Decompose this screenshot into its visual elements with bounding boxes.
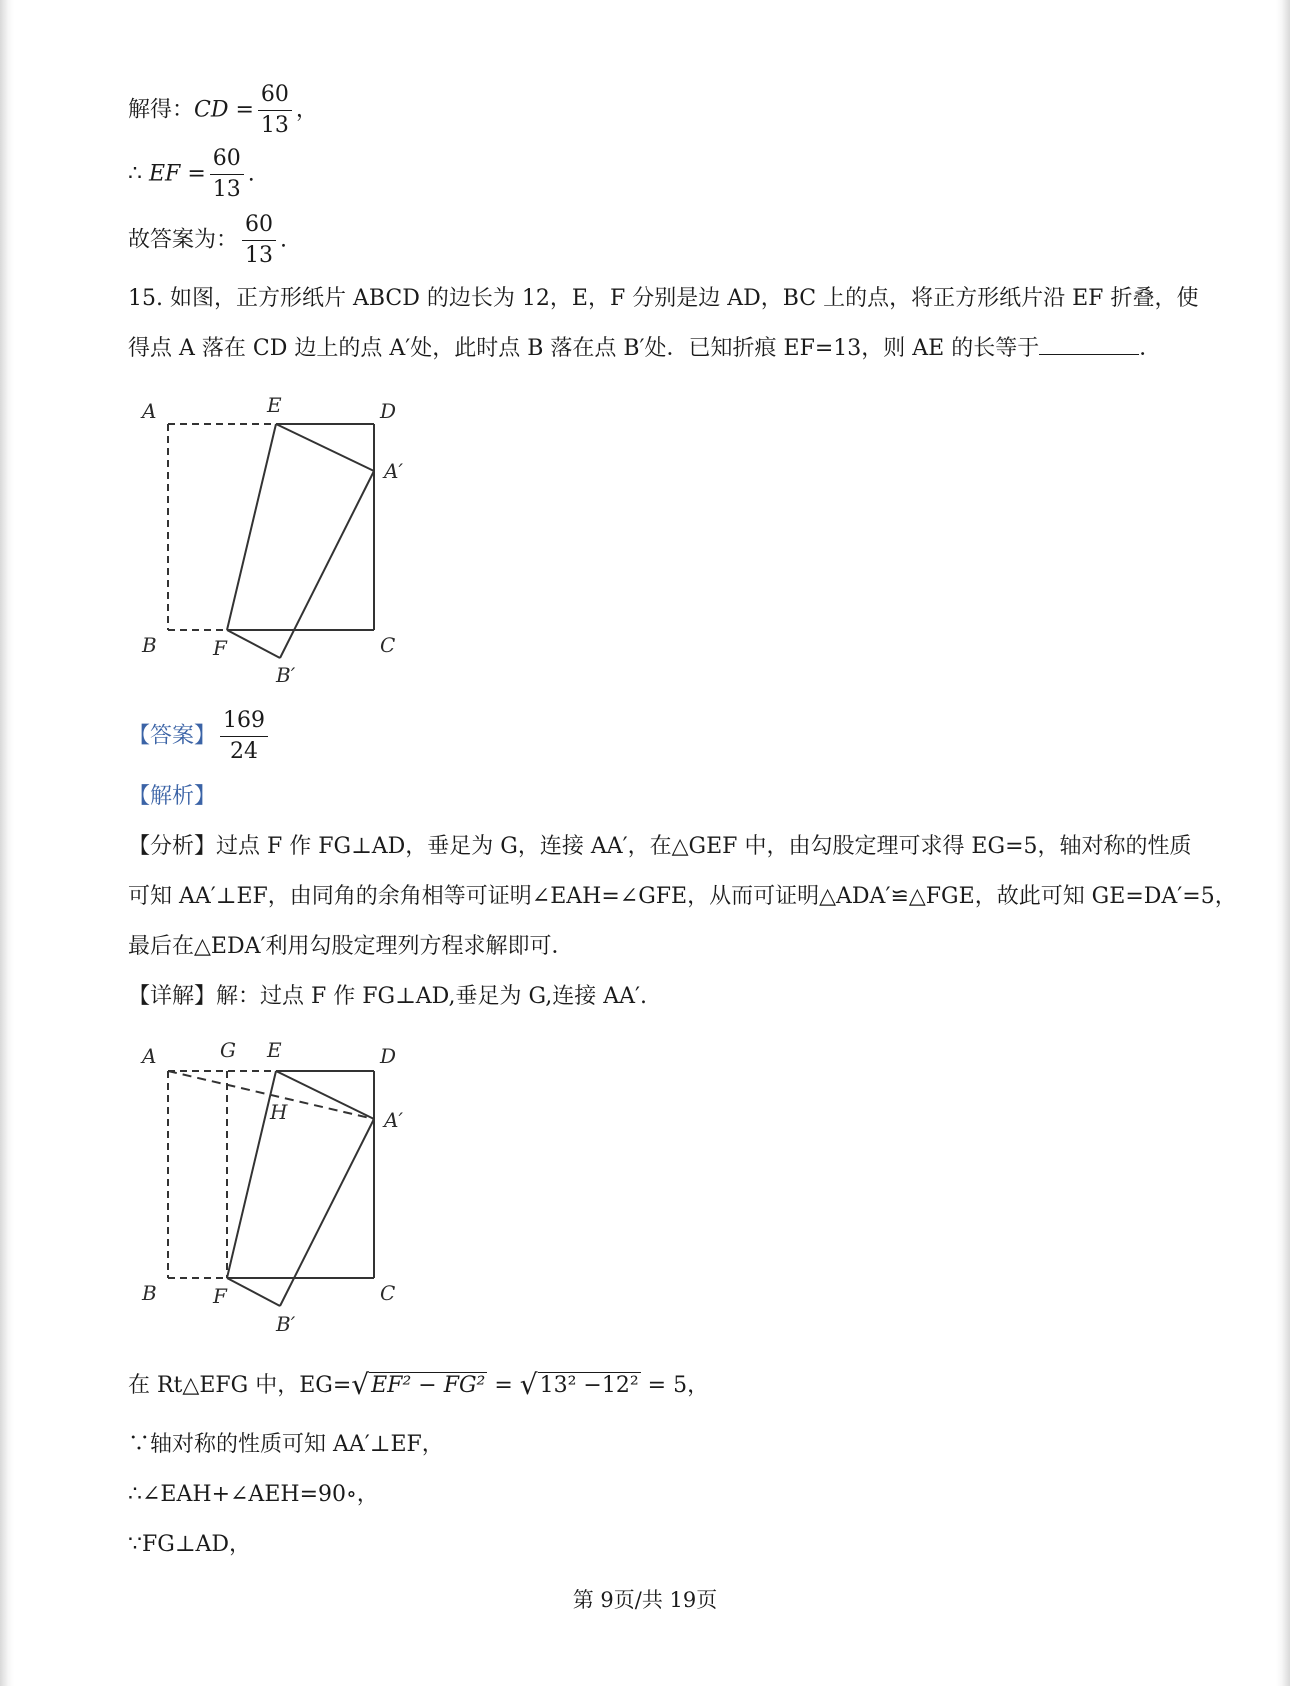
answer-line [128, 706, 272, 767]
analysis-line-1: 【分析】过点 F 作 FG⊥AD，垂足为 G，连接 AA′，在△GEF 中，由勾股定理可求得 EG=5，轴对称的性质 [128, 834, 1192, 859]
solution-step-3: ∴∠EAH+∠AEH=90∘， [128, 1482, 379, 1507]
cd-suffix: ， [295, 97, 318, 123]
figure-2 [130, 1035, 420, 1345]
final-numerator: 60 [245, 212, 274, 237]
problem-line-2-end: ． [1139, 336, 1162, 361]
result-line-ef [128, 144, 255, 205]
analysis-line-2: 可知 AA′⊥EF，由同角的余角相等可证明∠EAH=∠GFE，从而可证明△ADA′≌△FGE，故此可知 GE=DA′=5， [128, 884, 1237, 909]
result-prefix: 解得： [128, 97, 195, 123]
page-edge-left [0, 0, 14, 1686]
step1-radicand-1: EF² − FG² [371, 1373, 486, 1398]
fig2-label-a: A [142, 1044, 157, 1068]
fig2-label-b-prime: B′ [276, 1312, 296, 1336]
final-answer-line [128, 210, 287, 271]
fig1-label-c: C [380, 633, 396, 657]
step1-result: = 5， [640, 1373, 710, 1398]
solution-step-1 [128, 1370, 709, 1401]
fig2-edge-fb-prime [227, 1278, 280, 1306]
final-suffix: . [280, 227, 288, 253]
answer-fraction [220, 706, 268, 767]
sqrt-icon: √ [351, 1368, 370, 1401]
ef-numerator: 60 [212, 146, 241, 171]
page-footer: 第 9页/共 19页 [572, 1588, 718, 1612]
ef-expr: EF = [149, 161, 206, 187]
problem-line-1: 15. 如图，正方形纸片 ABCD 的边长为 12，E，F 分别是边 AD，BC 上的点，将正方形纸片沿 EF 折叠，使 [128, 286, 1199, 311]
fig1-label-b: B [142, 633, 157, 657]
fig1-label-b-prime: B′ [276, 663, 296, 687]
fig2-label-e: E [267, 1038, 282, 1062]
fig2-label-d: D [380, 1044, 397, 1068]
fig2-label-g: G [220, 1038, 236, 1062]
fig1-label-a: A [142, 399, 157, 423]
figure-1 [130, 390, 420, 690]
therefore-symbol: ∴ [128, 161, 149, 187]
answer-blank [1039, 334, 1139, 355]
final-answer-prefix: 故答案为： [128, 227, 239, 253]
ef-fraction [210, 144, 244, 205]
step1-prefix: 在 Rt△EFG 中，EG= [128, 1373, 352, 1398]
fig2-label-h: H [270, 1100, 288, 1124]
cd-expr: CD = [194, 97, 254, 123]
fig1-label-e: E [267, 393, 282, 417]
solution-step-2: ∵轴对称的性质可知 AA′⊥EF， [128, 1432, 444, 1457]
fig1-edge-ea-prime [276, 424, 374, 471]
detail-line: 【详解】解：过点 F 作 FG⊥AD,垂足为 G,连接 AA′. [128, 984, 648, 1009]
answer-denominator: 24 [230, 739, 259, 764]
fig2-label-c: C [380, 1281, 396, 1305]
page-edge-right [1276, 0, 1290, 1686]
fig1-edge-fb-prime [227, 630, 280, 658]
cd-fraction [258, 80, 292, 141]
fig1-label-f: F [213, 636, 227, 660]
fig2-fold-ef [227, 1071, 276, 1278]
fig1-label-a-prime: A′ [384, 459, 403, 483]
problem-line-2 [128, 334, 1161, 364]
answer-numerator: 169 [223, 708, 266, 733]
step1-radicand-2: 13² −12² [539, 1373, 639, 1398]
cd-numerator: 60 [260, 82, 289, 107]
analysis-line-3: 最后在△EDA′利用勾股定理列方程求解即可． [128, 934, 574, 959]
sqrt-icon: √ [519, 1368, 538, 1401]
final-answer-fraction [242, 210, 276, 271]
step1-equals: = [487, 1373, 520, 1398]
fig2-label-f: F [213, 1284, 227, 1308]
final-denominator: 13 [245, 243, 274, 268]
fig1-fold-ef [227, 424, 276, 630]
cd-denominator: 13 [260, 113, 289, 138]
ef-denominator: 13 [212, 177, 241, 202]
answer-label: 【答案】 [128, 723, 217, 749]
result-line-cd [128, 80, 318, 141]
fig2-label-a-prime: A′ [384, 1108, 403, 1132]
fig2-label-b: B [142, 1281, 157, 1305]
solution-step-4: ∵FG⊥AD， [128, 1532, 252, 1557]
fig2-edge-ea-prime [276, 1071, 374, 1119]
analysis-label: 【解析】 [128, 784, 217, 809]
ef-suffix: . [247, 161, 255, 187]
fig1-label-d: D [380, 399, 397, 423]
problem-line-2-text: 得点 A 落在 CD 边上的点 A′处，此时点 B 落在点 B′处．已知折痕 EF=13，则 AE 的长等于 [128, 336, 1040, 361]
